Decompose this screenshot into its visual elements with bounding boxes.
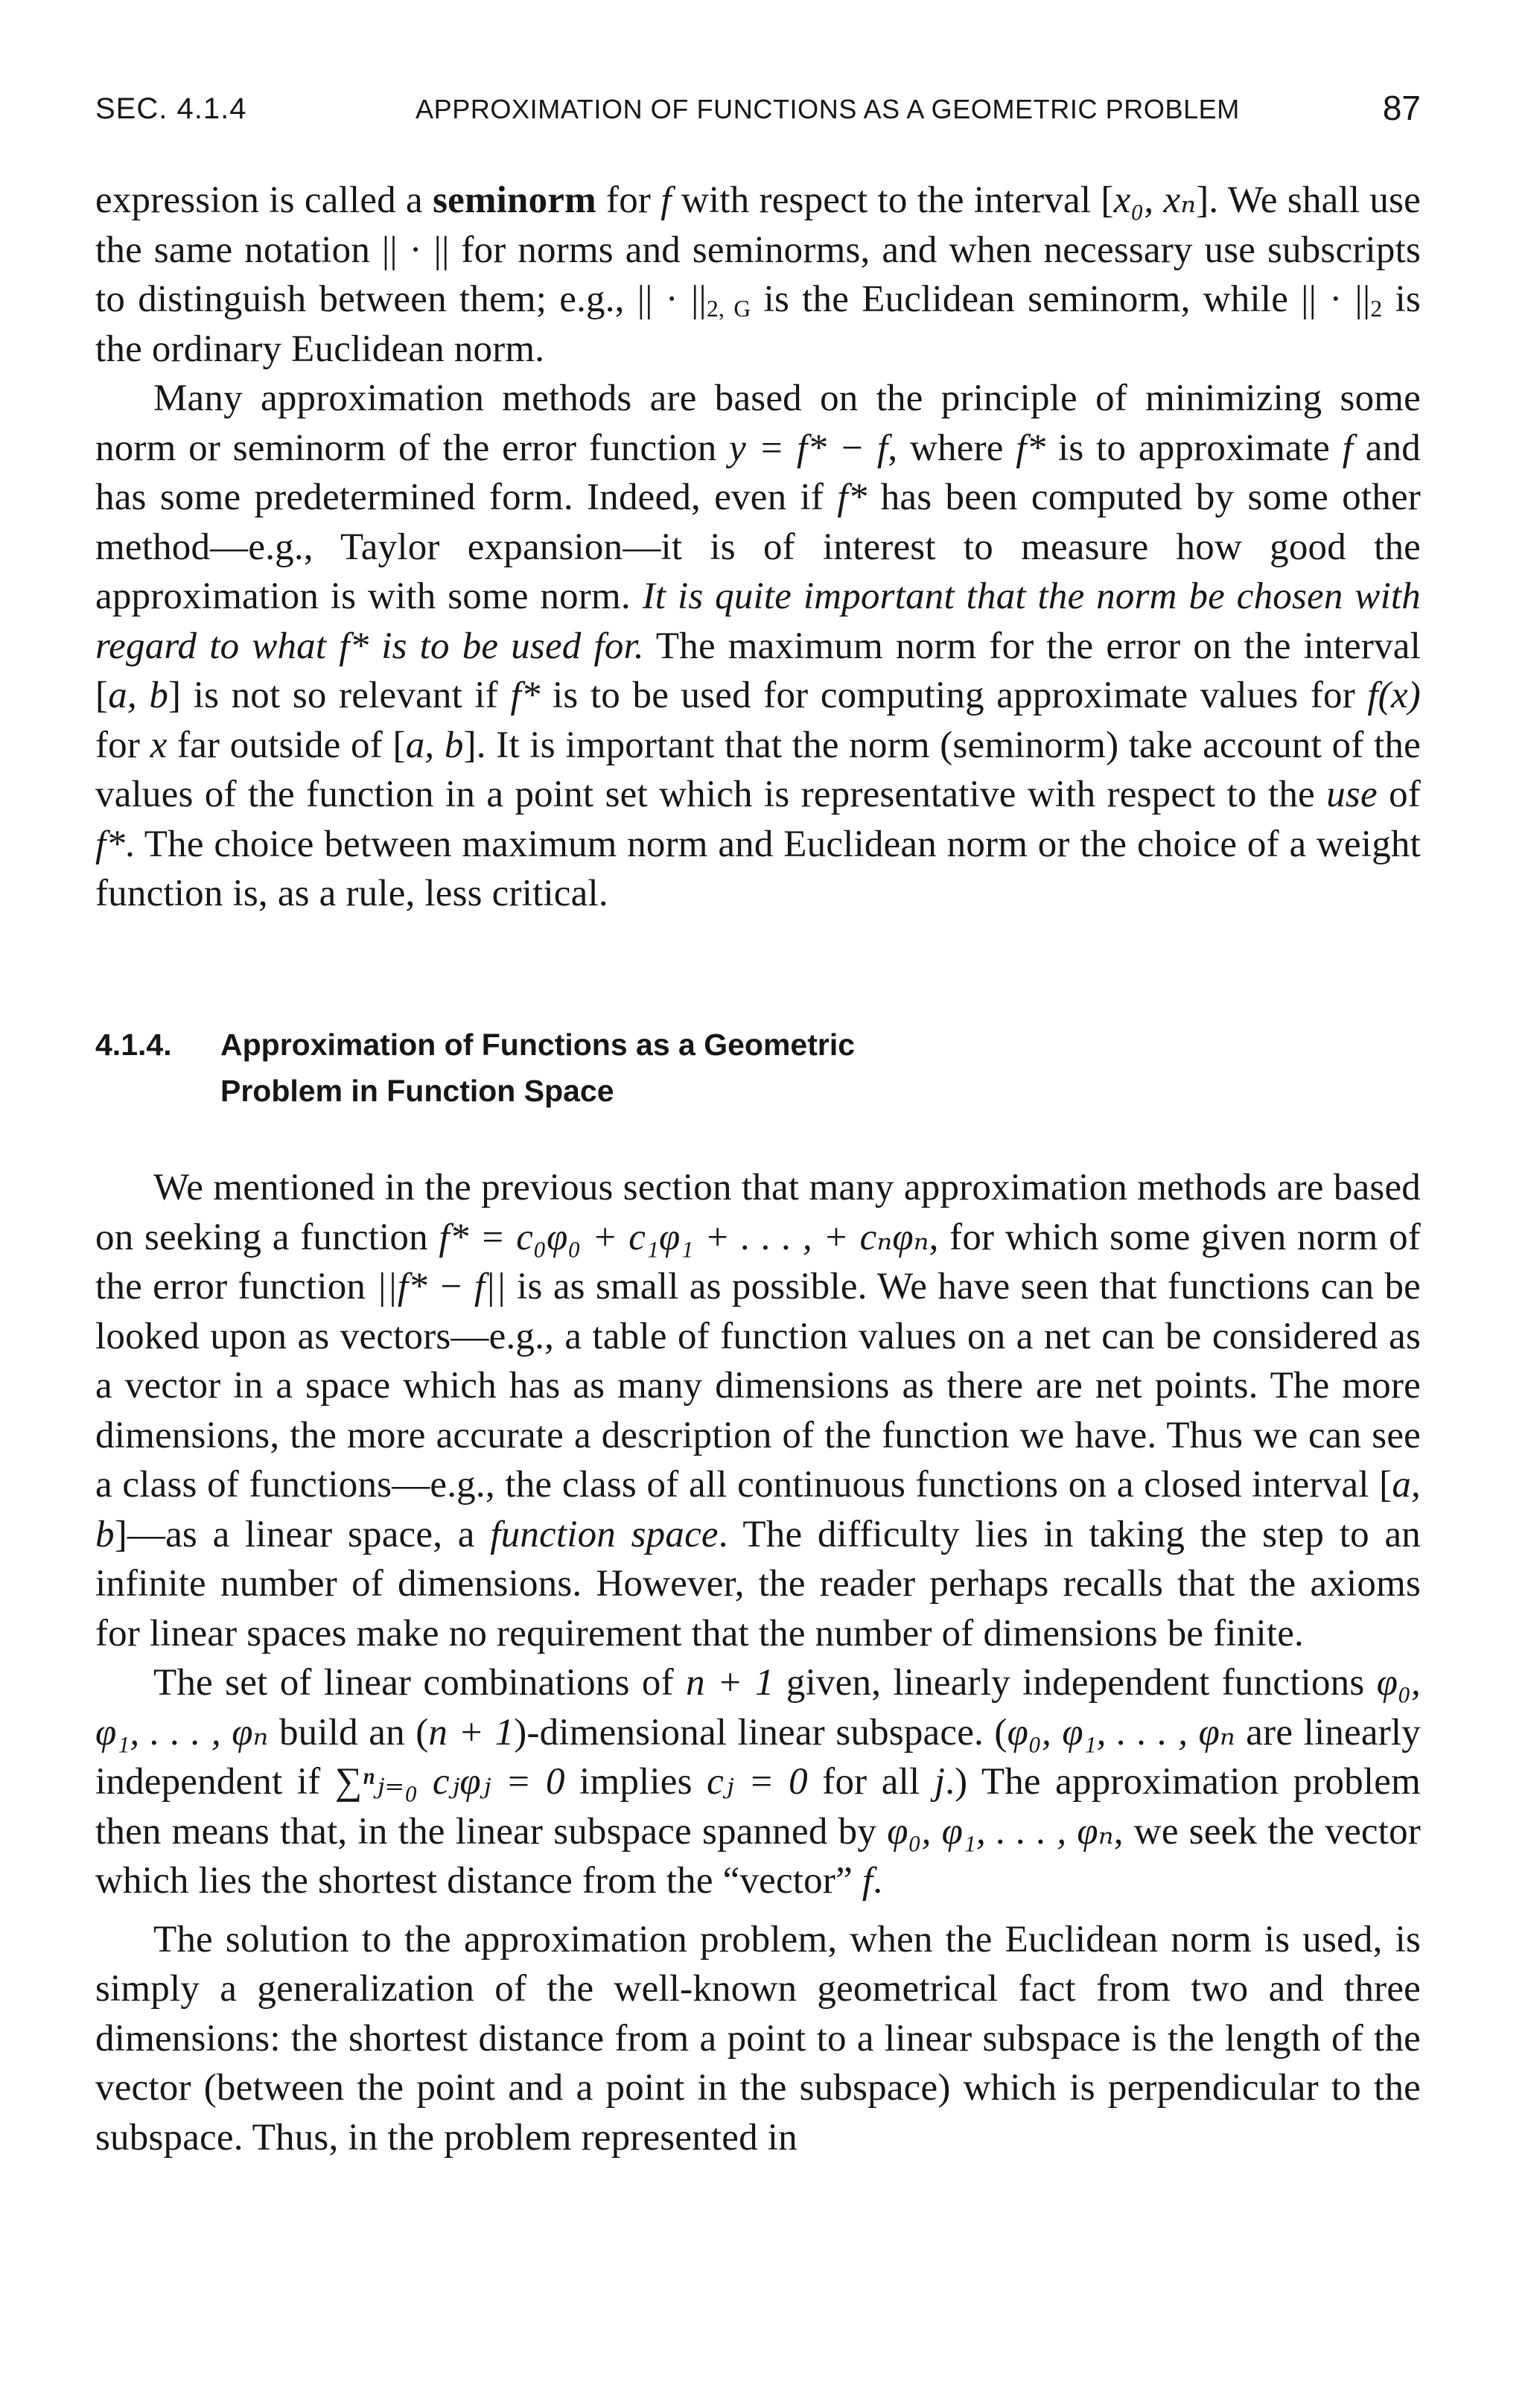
text-run: )-dimensional linear subspace. ( (514, 1711, 1007, 1754)
math-f: f (1342, 427, 1354, 469)
text-run: for (95, 724, 150, 766)
text-run: build an ( (268, 1711, 429, 1754)
text-run: is as small as possible. We have seen that functions can be looked upon as vectors—e.g., a table of function values on a net can be considered as a vector in a space which has as many dimensions as there are net points. The more dimensions, the more accurate a description of the function we have. Thus we can see a class of functions—e.g., the class of all continuous functions on a closed interval [ (95, 1266, 1421, 1506)
math-ab: a, b (95, 1464, 1421, 1555)
text-run: .) The approximation problem then means that, in the linear subspace spanned by (95, 1761, 1421, 1853)
math-n-plus-1: n + 1 (686, 1662, 774, 1704)
math-x: x (150, 724, 168, 766)
math-phi-list: φ₀, φ₁, . . . , φₙ (887, 1810, 1114, 1853)
text-block-section (95, 1163, 1421, 2162)
text-run: , for which some given norm of the error function (95, 1216, 1421, 1307)
text-run: , where (888, 427, 1016, 469)
math-cj-zero: cⱼ = 0 (707, 1761, 808, 1803)
page-number: 87 (1382, 89, 1421, 127)
paragraph-function-space (95, 1163, 1421, 1658)
emphasis-sentence: It is quite important that the norm be chosen with regard to what f* is to be used for. (95, 576, 1421, 667)
math-ab: a, b (405, 724, 464, 766)
math-fstar: f* (1016, 427, 1046, 469)
emphasis-function-space: function space (490, 1513, 719, 1555)
section-number: 4.1.4. (95, 1028, 172, 1062)
math-fx: f(x) (1367, 675, 1421, 716)
text-run: The set of linear combinations of (153, 1662, 687, 1704)
text-run: for all (807, 1761, 935, 1803)
emphasis-use: use (1326, 774, 1378, 815)
text-run: . (873, 1860, 883, 1902)
term-seminorm: seminorm (433, 179, 596, 221)
paragraph-seminorm (95, 176, 1421, 374)
math-interval: x₀, xₙ (1113, 179, 1197, 221)
text-run: Many approximation methods are based on the principle of minimizing some norm or seminorm of the error function (95, 378, 1421, 469)
section-title-line-1: Approximation of Functions as a Geometric (220, 1028, 856, 1062)
text-run: implies (564, 1761, 707, 1803)
text-run: . The difficulty lies in taking the step to an infinite number of dimensions. However, the reader perhaps recalls that the axioms for linear spaces make no requirement that the number of dimensions be finite. (95, 1513, 1421, 1654)
math-phi-list: φ₀, φ₁, . . . , φₙ (95, 1662, 1421, 1754)
text-run: is the Euclidean seminorm, while || · || (751, 278, 1371, 320)
math-subscript-2: 2 (1370, 295, 1383, 322)
text-run: ]. It is important that the norm (seminorm) take account of the values of the function in a point set which is representative with respect to the (95, 724, 1421, 815)
text-run: The maximum norm for the error on the interval [ (95, 625, 1421, 716)
text-run: for (596, 179, 661, 221)
text-run: has been computed by some other method—e.g., Taylor expansion—it is of interest to measure how good the approximation is with some norm. (95, 477, 1421, 617)
paragraph-error-norm (95, 374, 1421, 919)
text-run: is to be used for computing approximate values for (540, 675, 1368, 716)
running-head (95, 86, 1421, 131)
running-head-section: SEC. 4.1.4 (95, 92, 247, 125)
math-ab: a, b (108, 675, 169, 716)
paragraph-euclidean-solution: The solution to the approximation problem, when the Euclidean norm is used, is simply a generalization of the well-known geometrical fact from two and three dimensions: the shortest distance from a point to a linear subspace is the length of the vector (between the point and a point in the subspace) which is perpendicular to the subspace. Thus, in the problem represented in (95, 1918, 1421, 2159)
math-f: f (862, 1860, 873, 1902)
text-run: . The choice between maximum norm and Euclidean norm or the choice of a weight function is, as a rule, less critical. (95, 823, 1421, 914)
text-run: ] is not so relevant if (168, 675, 511, 716)
math-fstar: f* (510, 675, 541, 716)
text-block-top (95, 176, 1421, 919)
section-title-line-2: Problem in Function Space (220, 1074, 614, 1108)
math-sum: ∑ⁿⱼ₌₀ cⱼφⱼ = 0 (334, 1761, 565, 1803)
text-run: , we seek the vector which lies the shortest distance from the “vector” (95, 1810, 1421, 1902)
text-run: We mentioned in the previous section that many approximation methods are based on seeking a function (95, 1167, 1421, 1258)
math-f: f (660, 179, 672, 221)
running-head-title: APPROXIMATION OF FUNCTIONS AS A GEOMETRIC PROBLEM (416, 94, 1240, 124)
text-run: is the ordinary Euclidean norm. (95, 278, 1421, 370)
text-run: of (1377, 774, 1421, 815)
text-run: ]. We shall use the same notation || · || for norms and seminorms, and when necessary use subscripts to distinguish between them; e.g., || · || (95, 179, 1421, 320)
text-run: given, linearly independent functions (774, 1662, 1377, 1704)
math-fstar: f* (95, 823, 126, 865)
text-run: is to approximate (1045, 427, 1343, 469)
math-n-plus-1: n + 1 (428, 1711, 515, 1754)
math-error-function: y = f* − f (729, 427, 888, 469)
text-run: ]—as a linear space, a (114, 1513, 491, 1555)
text-run: are linearly independent if (95, 1711, 1421, 1803)
math-fstar-expansion: f* = c₀φ₀ + c₁φ₁ + . . . , + cₙφₙ (439, 1216, 929, 1258)
math-subscript-2g: 2, G (706, 295, 751, 322)
text-run: expression is called a (95, 179, 433, 221)
math-error-norm: ||f* − f|| (376, 1266, 506, 1307)
text-run: with respect to the interval [ (671, 179, 1114, 221)
text-run: far outside of [ (167, 724, 406, 766)
math-fstar: f* (837, 477, 867, 518)
paragraph-linear-subspace (95, 1658, 1421, 1906)
math-phi-list: φ₀, φ₁, . . . , φₙ (1007, 1711, 1235, 1754)
math-j: j (934, 1761, 946, 1803)
text-run: and has some predetermined form. Indeed, even if (95, 427, 1421, 518)
